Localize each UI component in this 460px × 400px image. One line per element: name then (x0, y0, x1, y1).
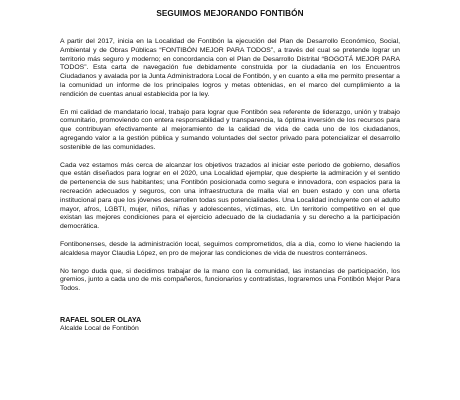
paragraph-fontibonenses: Fontibonenses, desde la administración local, seguimos comprometidos, día a día, como lo viene haciendo la alcaldesa mayor Claudia López, en pro de mejorar las condiciones de vida de nuestros conterráneos. (60, 240, 400, 257)
paragraph-mandatario: En mi calidad de mandatario local, trabajo para lograr que Fontibón sea referente de liderazgo, unión y trabajo comunitario, promoviendo con entera responsabilidad y transparencia, la óptima inversión de los recursos para que contribuyan efectivamente al mejoramiento de la calidad de vida de cada uno de los ciudadanos, agregando valor a la gestión pública y sumando voluntades del sector privado para potencializar el desarrollo sostenible de las comunidades. (60, 108, 400, 151)
signature-block (60, 315, 400, 333)
signature-name: RAFAEL SOLER OLAYA (60, 314, 142, 324)
paragraph-objetivos: Cada vez estamos más cerca de alcanzar los objetivos trazados al iniciar este periodo de gobierno, desafíos que están diseñados para lograr en el 2020, una Localidad ejemplar, que despierte la admiración y el sentido de pertenencia de sus habitantes; una Fontibón posicionada como segura e innovadora, con espacios para la recreación adecuados y seguros, con una infraestructura de malla vial en buen estado y con una oferta institucional para que los jóvenes desarrollen todas sus potencialidades. Una Localidad incluyente con el adulto mayor, afros, LGBTI, mujer, niños, niñas y adolescentes, víctimas, etc. Un territorio competitivo en el que existan las mejores condiciones para el ejercicio adecuado de la ciudadanía y su derecho a la participación democrática. (60, 161, 400, 231)
document-title: SEGUIMOS MEJORANDO FONTIBÓN (156, 9, 304, 18)
paragraph-conclusion: No tengo duda que, si decidimos trabajar de la mano con la comunidad, las instancias de participación, los gremios, junto a cada uno de mis compañeros, funcionarios y contratistas, lograremos una Fontibón Mejor Para Todos. (60, 267, 400, 293)
paragraph-plan-desarrollo: A partir del 2017, inicia en la Localidad de Fontibón la ejecución del Plan de Desarrollo Económico, Social, Ambiental y de Obras Públicas “FONTIBÓN MEJOR PARA TODOS”, a través del cual se pretende lograr un territorio más seguro y moderno; en concordancia con el Plan de Desarrollo Distrital “BOGOTÁ MEJOR PARA TODOS”. Esta carta de navegación fue debidamente construida por la ciudadanía en los Encuentros Ciudadanos y avalada por la Junta Administradora Local de Fontibón, y en cuanto a ella me permito presentar a la comunidad un informe de los principales logros y metas obtenidas, en el marco del cumplimiento a la rendición de cuentas anual establecida por la ley. (60, 38, 400, 98)
signature-title: Alcalde Local de Fontibón (60, 324, 139, 332)
